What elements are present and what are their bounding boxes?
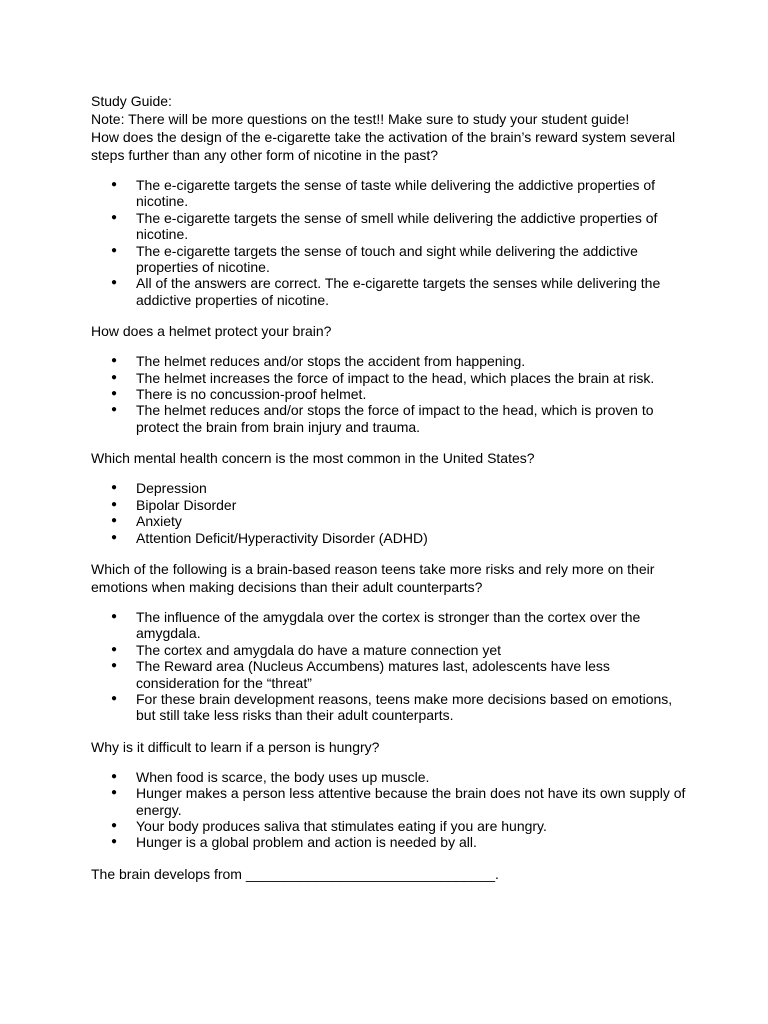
option-item: ● For these brain development reasons, teens make more decisions based on emotions, but still take less risks than their adult counterparts.: [91, 691, 686, 724]
option-list-4: [91, 609, 768, 724]
question-block-3: [91, 449, 768, 546]
option-item: ● All of the answers are correct. The e-cigarette targets the senses while delivering the addictive properties of nicotine.: [91, 275, 686, 308]
option-item: ● The e-cigarette targets the sense of taste while delivering the addictive properties of nicotine.: [91, 177, 686, 210]
option-item: ● The e-cigarette targets the sense of smell while delivering the addictive properties of nicotine.: [91, 210, 686, 243]
option-item: ● The helmet reduces and/or stops the accident from happening.: [91, 353, 686, 369]
question-block-1: [91, 128, 768, 308]
option-list-5: [91, 769, 768, 851]
option-item: ● There is no concussion-proof helmet.: [91, 386, 686, 402]
question-text-5: Why is it difficult to learn if a person is hungry?: [91, 738, 380, 755]
option-item: ● Hunger makes a person less attentive because the brain does not have its own supply of energy.: [91, 785, 686, 818]
question-text-3: Which mental health concern is the most common in the United States?: [91, 450, 535, 467]
option-item: ● The helmet increases the force of impact to the head, which places the brain at risk.: [91, 370, 686, 386]
option-item: ● Attention Deficit/Hyperactivity Disorder (ADHD): [91, 530, 686, 546]
question-text-4: Which of the following is a brain-based reason teens take more risks and rely more on their emotions when making decisions than their adult counterparts?: [91, 560, 655, 595]
option-item: ● The e-cigarette targets the sense of touch and sight while delivering the addictive properties of nicotine.: [91, 243, 686, 276]
option-item: ● The influence of the amygdala over the cortex is stronger than the cortex over the amygdala.: [91, 609, 686, 642]
option-item: ● Your body produces saliva that stimulates eating if you are hungry.: [91, 818, 686, 834]
option-item: ● Depression: [91, 480, 686, 496]
option-item: ● The cortex and amygdala do have a mature connection yet: [91, 642, 686, 658]
question-text-2: How does a helmet protect your brain?: [91, 323, 332, 340]
option-list-2: [91, 353, 768, 435]
fill-in-blank-question: The brain develops from ________________________________.: [91, 865, 499, 882]
question-block-4: [91, 560, 768, 724]
question-block-2: [91, 322, 768, 435]
question-text-1: How does the design of the e-cigarette take the activation of the brain’s reward system several steps further than any other form of nicotine in the past?: [91, 129, 676, 163]
option-list-1: [91, 177, 768, 308]
option-item: ● Hunger is a global problem and action is needed by all.: [91, 834, 686, 850]
option-item: ● The Reward area (Nucleus Accumbens) matures last, adolescents have less consideration for the “threat”: [91, 658, 686, 691]
option-item: ● Anxiety: [91, 513, 686, 529]
option-item: ● The helmet reduces and/or stops the force of impact to the head, which is proven to protect the brain from brain injury and trauma.: [91, 402, 686, 435]
option-item: ● When food is scarce, the body uses up muscle.: [91, 769, 686, 785]
study-note: Note: There will be more questions on the test!! Make sure to study your student guide!: [91, 111, 630, 127]
option-list-3: [91, 480, 768, 546]
page-title: Study Guide:: [91, 93, 172, 109]
question-block-5: [91, 738, 768, 851]
option-item: ● Bipolar Disorder: [91, 497, 686, 513]
